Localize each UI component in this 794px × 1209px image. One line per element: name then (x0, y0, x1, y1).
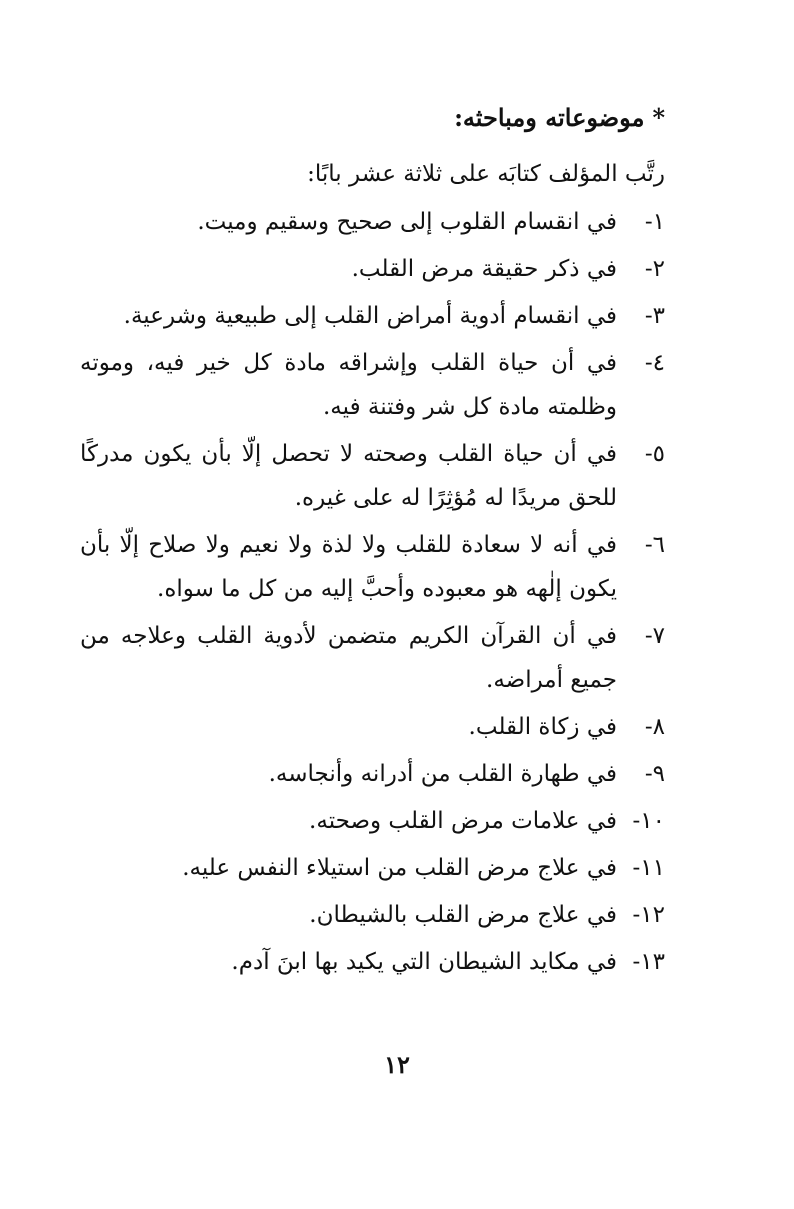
chapter-number: ٨- (644, 714, 665, 740)
chapter-item (80, 752, 665, 796)
chapter-number: ١٠- (632, 808, 665, 834)
chapter-number: ٤- (644, 350, 665, 376)
chapter-title: في أنه لا سعادة للقلب ولا لذة ولا نعيم ولا صلاح إلّا بأن يكون إلٰهه هو معبوده وأحبَّ إليه من كل ما سواه. (80, 532, 617, 602)
chapter-item (80, 341, 665, 429)
book-page (80, 96, 665, 1176)
chapter-number: ٢- (644, 256, 665, 282)
chapter-title: في علامات مرض القلب وصحته. (309, 808, 617, 834)
chapter-title: في انقسام أدوية أمراض القلب إلى طبيعية وشرعية. (123, 303, 617, 329)
chapter-number: ٦- (644, 532, 665, 558)
section-heading (80, 96, 665, 152)
asterisk-icon: * (652, 103, 665, 132)
chapter-item (80, 614, 665, 702)
chapter-number: ٩- (644, 761, 665, 787)
chapter-item (80, 893, 665, 937)
chapter-title: في أن حياة القلب وإشراقه مادة كل خير فيه، وموته وظلمته مادة كل شر وفتنة فيه. (80, 350, 617, 420)
chapter-number: ١- (644, 209, 665, 235)
chapter-list (80, 200, 665, 984)
chapter-title: في زكاة القلب. (468, 714, 617, 740)
chapter-title: في انقسام القلوب إلى صحيح وسقيم وميت. (197, 209, 617, 235)
chapter-item (80, 294, 665, 338)
chapter-number: ٧- (644, 623, 665, 649)
chapter-item (80, 523, 665, 611)
chapter-title: في طهارة القلب من أدرانه وأنجاسه. (268, 761, 617, 787)
chapter-item (80, 940, 665, 984)
chapter-item (80, 799, 665, 843)
chapter-item (80, 846, 665, 890)
chapter-title: في علاج مرض القلب من استيلاء النفس عليه. (182, 855, 617, 881)
intro-paragraph: رتَّب المؤلف كتابَه على ثلاثة عشر بابًا: (307, 161, 665, 187)
chapter-title: في علاج مرض القلب بالشيطان. (309, 902, 617, 928)
chapter-number: ١٢- (632, 902, 665, 928)
chapter-item (80, 200, 665, 244)
chapter-number: ١٣- (632, 949, 665, 975)
chapter-number: ١١- (632, 855, 665, 881)
section-heading-text: موضوعاته ومباحثه: (454, 103, 645, 132)
chapter-number: ٣- (644, 303, 665, 329)
chapter-number: ٥- (644, 441, 665, 467)
chapter-item (80, 432, 665, 520)
chapter-item (80, 247, 665, 291)
page-number: ١٢ (384, 1050, 410, 1079)
chapter-title: في أن القرآن الكريم متضمن لأدوية القلب وعلاجه من جميع أمراضه. (80, 623, 617, 693)
chapter-title: في ذكر حقيقة مرض القلب. (351, 256, 617, 282)
chapter-title: في أن حياة القلب وصحته لا تحصل إلّا بأن يكون مدركًا للحق مريدًا له مُؤثِرًا له على غيره. (80, 441, 617, 511)
chapter-title: في مكايد الشيطان التي يكيد بها ابنَ آدم. (231, 949, 617, 975)
chapter-item (80, 705, 665, 749)
